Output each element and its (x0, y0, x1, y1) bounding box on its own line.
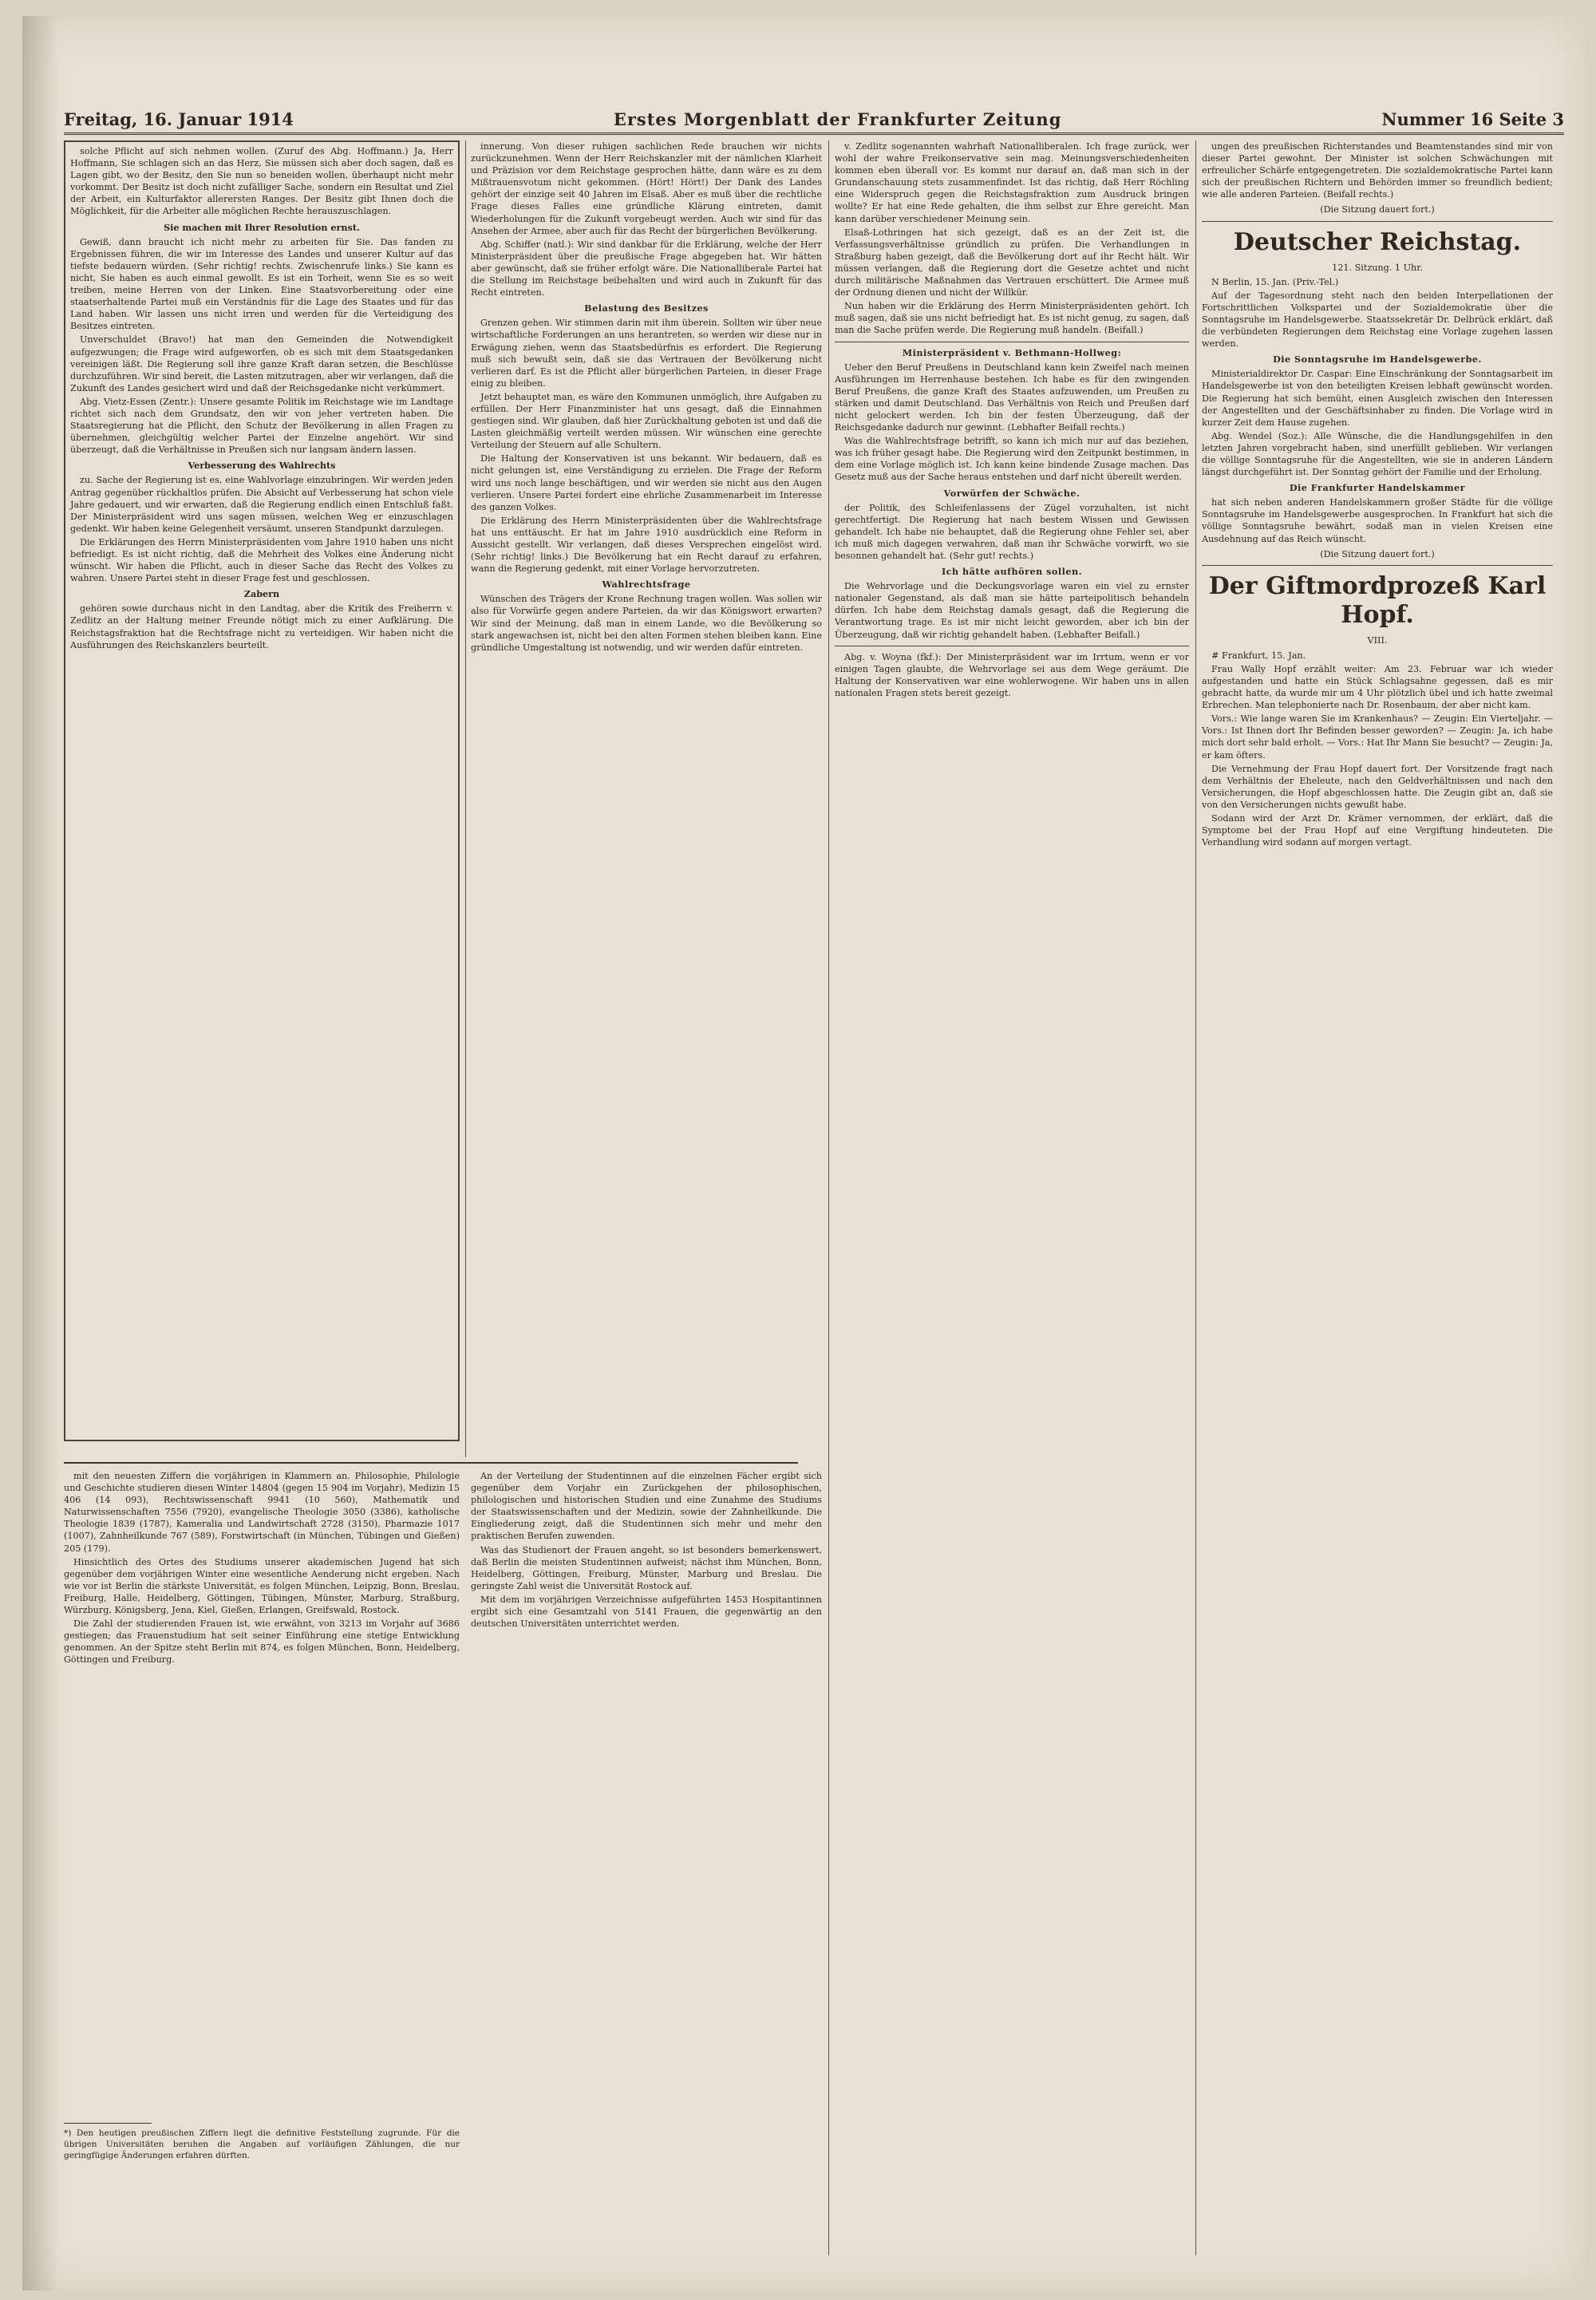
section-rule (1202, 221, 1553, 222)
article-paragraph: Hinsichtlich des Ortes des Studiums unserer akademischen Jugend hat sich gegenüber dem vorjährigen Winter eine wesentliche Aenderung nicht ergeben. Nach wie vor ist Berlin die stärkste Universität, es folgen München, Leipzig, Bonn, Breslau, Freiburg, Halle, Heidelberg, Göttingen, Tübingen, Münster, Marburg, Straßburg, Würzburg, Königsberg, Jena, Kiel, Gießen, Erlangen, Greifswald, Rostock. (64, 1556, 460, 1616)
column-4 (1202, 140, 1553, 2239)
article-paragraph: Die Vernehmung der Frau Hopf dauert fort. Der Vorsitzende fragt nach dem Verhältnis der Eheleute, nach den Geldverhältnissen und nach den Versicherungen, die Hopf abgeschlossen hatte. Die Zeugin gibt an, daß sie von den Versicherungen nichts gewußt habe. (1202, 763, 1553, 810)
article-paragraph: Nun haben wir die Erklärung des Herrn Ministerpräsidenten gehört. Ich muß sagen, daß sie uns nicht befriedigt hat. Es ist nicht genug, zu sagen, daß man die Sache prüfen werde. Die Regierung muß handeln. (Beifall.) (835, 301, 1189, 336)
session-continues-note: (Die Sitzung dauert fort.) (1320, 548, 1435, 559)
footnote-rule (64, 2123, 152, 2124)
section-heading: Zabern (243, 588, 280, 600)
section-heading: Die Frankfurter Handelskammer (1289, 482, 1466, 494)
article-paragraph: Abg. v. Woyna (fkf.): Der Ministerpräsident war im Irrtum, wenn er vor einigen Tagen glaubte, die Wehrvorlage sei aus dem Wege geräumt. Die Haltung der Konservativen war eine wohlerwogene. Wir haben uns in allen nationalen Fragen stets bereit gezeigt. (835, 651, 1189, 698)
article-paragraph: v. Zedlitz sogenannten wahrhaft Nationalliberalen. Ich frage zurück, wer wohl der wahre Freikonservative sein mag. Meinungsverschiedenheiten kommen eben überall vor. Es kommt nur darauf an, daß man sich in der Grundanschauung stets zusammenfindet. Ist das richtig, daß Herr Röchling eine Widerspruch gegen die Reichstagsfraktion zum Ausdruck bringen wollte? Er hat eine Rede gehalten, die ihm selbst zur Ehre gereicht. Man kann darüber verschiedener Meinung sein. (835, 141, 1189, 224)
article-paragraph: Abg. Wendel (Soz.): Alle Wünsche, die die Handlungsgehilfen in den letzten Jahren vorgebracht haben, sind unerfüllt geblieben. Wir verlangen die völlige Sonntagsruhe für die Angestellten, wie sie in anderen Ländern längst durchgeführt ist. Der Sonntag gehört der Familie und der Erholung. (1202, 430, 1553, 478)
page-header (64, 102, 1564, 129)
article-paragraph: Die Erklärung des Herrn Ministerpräsidenten über die Wahlrechtsfrage hat uns enttäuscht. Er hat im Jahre 1910 ausdrücklich eine Reform in Aussicht gestellt. Wir verlangen, daß dieses Versprechen eingelöst wird. (Sehr richtig! links.) Die Bevölkerung hat ein Recht darauf zu erfahren, wann die Regierung gedenkt, mit einer Vorlage hervorzutreten. (471, 515, 822, 575)
header-page-number: Nummer 16 Seite 3 (1381, 109, 1564, 129)
lower-section-rule (64, 1462, 798, 1464)
article-paragraph: Sodann wird der Arzt Dr. Krämer vernommen, der erklärt, daß die Symptome bei der Frau Hopf auf eine Vergiftung hindeuteten. Die Verhandlung wird sodann auf morgen vertagt. (1202, 813, 1553, 848)
dateline: N Berlin, 15. Jan. (Priv.-Tel.) (1211, 276, 1339, 287)
article-paragraph: zu. Sache der Regierung ist es, eine Wahlvorlage einzubringen. Wir werden jeden Antrag gegenüber rückhaltlos prüfen. Die Absicht auf Verbesserung hat schon viele Jahre gedauert, und wir erwarten, daß die Regierung endlich einen Entschluß faßt. Der Ministerpräsident wird uns sagen müssen, welchen Weg er einzuschlagen gedenkt. Wir haben keine Gelegenheit versäumt, unseren Standpunkt darzulegen. (70, 475, 453, 534)
section-rule (1202, 565, 1553, 566)
article-paragraph: Die Wehrvorlage und die Deckungsvorlage waren ein viel zu ernster nationaler Gegenstand, als daß man sie hätte parteipolitisch behandeln dürfen. Ich habe dem Reichstag damals gesagt, daß die Regierung die Verantwortung trage. Es ist mir nicht leicht geworden, aber ich bin der Überzeugung, daß wir richtig gehandelt haben. (Lebhafter Beifall.) (835, 581, 1189, 640)
column-2 (471, 140, 822, 1441)
page-fold-shadow (22, 16, 59, 2290)
section-heading: Ministerpräsident v. Bethmann-Hollweg: (902, 346, 1122, 358)
session-continues-note: (Die Sitzung dauert fort.) (1320, 204, 1435, 215)
article-paragraph: Was die Wahlrechtsfrage betrifft, so kann ich mich nur auf das beziehen, was ich früher gesagt habe. Die Regierung wird den Zeitpunkt bestimmen, in dem eine Vorlage möglich ist. Ich kann keine bindende Zusage machen. Das Gesetz muß aus der Sache heraus entstehen und darf nicht übereilt werden. (835, 436, 1189, 483)
article-paragraph: Wünschen des Trägers der Krone Rechnung tragen wollen. Was sollen wir also für Vorwürfe gegen andere Parteien, da wir das Königswort erwarten? Wir sind der Meinung, daß man in einem Lande, wo die Bevölkerung so stark angewachsen ist, nicht bei den alten Formen stehen bleiben kann. Eine gründliche Umgestaltung ist notwendig, und wir werden dafür eintreten. (471, 594, 822, 653)
article-paragraph: Frau Wally Hopf erzählt weiter: Am 23. Februar war ich wieder aufgestanden und hatte ein Stück Schlagsahne gegessen, daß es mir gebracht hatte, da wurde mir um 4 Uhr plötzlich übel und ich hatte zweimal Erbrechen. Man telephonierte nach Dr. Rosenbaum, der aber nicht kam. (1202, 663, 1553, 711)
article-paragraph: Abg. Schiffer (natl.): Wir sind dankbar für die Erklärung, welche der Herr Ministerpräsident über die preußische Frage abgegeben hat. Wir hätten aber gewünscht, daß sie früher erfolgt wäre. Die Nationalliberale Partei hat die Stellung im Reichstage beibehalten und wird auch in Zukunft für das Recht eintreten. (471, 239, 822, 298)
header-rule (64, 132, 1564, 135)
article-paragraph: hat sich neben anderen Handelskammern großer Städte für die völlige Sonntagsruhe im Handelsgewerbe ausgesprochen. In Frankfurt hat sich die völlige Sonntagsruhe bewährt, sodaß man in vielen Kreisen eine Ausdehnung auf das Reich wünscht. (1202, 497, 1553, 544)
article-paragraph: mit den neuesten Ziffern die vorjährigen in Klammern an. Philosophie, Philologie und Geschichte studieren diesen Winter 14804 (gegen 15 904 im Vorjahr), Medizin 15 406 (14 093), Rechtswissenschaft 9941 (10 560), Mathematik und Naturwissenschaften 7556 (7920), evangelische Theologie 3050 (3386), katholische Theologie 1839 (1787), Kameralia und Landwirtschaft 2728 (3150), Pharmazie 1017 (1007), Zahnheilkunde 767 (589), Forstwirtschaft (in München, Tübingen und Gießen) 205 (179). (64, 1471, 460, 1554)
article-paragraph: solche Pflicht auf sich nehmen wollen. (Zuruf des Abg. Hoffmann.) Ja, Herr Hoffmann, Sie schlagen sich an das Herz, Sie müssen sich aber doch sagen, daß es Lagen gibt, wo der Besitz, den Sie nun so beneiden wollen, überhaupt nicht mehr vorkommt. Der Besitz ist doch nicht zufälliger Sache, sondern ein Resultat und Ziel der Arbeit, ein Kulturfaktor allerersten Ranges. Der Besitz gibt Ihnen doch die Möglichkeit, für die Arbeiter alle möglichen Rechte herauszuschlagen. (70, 146, 453, 217)
article-paragraph: Mit dem im vorjährigen Verzeichnisse aufgeführten 1453 Hospitantinnen ergibt sich eine Gesamtzahl von 5141 Frauen, die gegenwärtig an den deutschen Universitäten unterrichtet werden. (471, 1594, 822, 1630)
section-heading: Ich hätte aufhören sollen. (941, 566, 1083, 578)
column-divider (1195, 140, 1196, 2255)
article-paragraph: innerung. Von dieser ruhigen sachlichen Rede brauchen wir nichts zurückzunehmen. Wenn der Herr Reichskanzler mit der nämlichen Klarheit und Präzision vor dem Reichstage gesprochen hätte, dann wäre es zu dem Mißtrauensvotum nicht gekommen. (Hört! Hört!) Der Dank des Landes gehört der einzige seit 40 Jahren im Elsaß. Aber es muß über die rechtliche Frage dieses Falles eine gründliche Klärung eintreten, damit Wiederholungen für die Zukunft vorgebeugt werden. Auch wir sind für das Ansehen der Armee, aber auch für das Recht der bürgerlichen Bevölkerung. (471, 141, 822, 236)
article-title-reichstag: Deutscher Reichstag. (1233, 227, 1522, 256)
section-heading: Verbesserung des Wahlrechts (188, 460, 336, 472)
article-paragraph: Vors.: Wie lange waren Sie im Krankenhaus? — Zeugin: Ein Vierteljahr. — Vors.: Ist Ihnen dort Ihr Befinden besser geworden? — Zeugin: Ja, ich habe mich dort sehr bald erholt. — Vors.: Hat Ihr Mann Sie besucht? — Zeugin: Ja, er kam öfters. (1202, 713, 1553, 761)
dateline: # Frankfurt, 15. Jan. (1211, 650, 1306, 661)
article-paragraph: ungen des preußischen Richterstandes und Beamtenstandes sind mir von dieser Partei gewohnt. Der Minister ist solchen Schwächungen mit erfreulicher Schärfe entgegengetreten. Die sozialdemokratische Partei kann sich der preußischen Richtern und Behörden immer so freundlich bedient; wie alle anderen Parteien. (Beifall rechts.) (1202, 141, 1553, 200)
header-publication: Erstes Morgenblatt der Frankfurter Zeitung (613, 109, 1062, 129)
article-paragraph: Die Haltung der Konservativen ist uns bekannt. Wir bedauern, daß es nicht gelungen ist, eine Verständigung zu erzielen. Die Frage der Reform wird uns noch lange beschäftigen, und wir werden sie nicht aus den Augen verlieren. Unsere Partei fordert eine ehrliche Zusammenarbeit im Interesse des ganzen Volkes. (471, 453, 822, 512)
column-1-boxed-article (64, 140, 460, 1441)
column-3 (835, 140, 1189, 2239)
article-paragraph: Jetzt behauptet man, es wäre den Kommunen unmöglich, ihre Aufgaben zu erfüllen. Der Herr Finanzminister hat uns gesagt, daß die Einnahmen gestiegen sind. Wir glauben, daß hier Zurückhaltung geboten ist und daß die Lasten gleichmäßig verteilt werden müssen. Wir wünschen eine gerechte Verteilung der Steuern auf alle Schultern. (471, 391, 822, 451)
session-number: 121. Sitzung. 1 Uhr. (1332, 262, 1423, 273)
article-paragraph: Grenzen gehen. Wir stimmen darin mit ihm überein. Sollten wir über neue wirtschaftliche Forderungen an uns herantreten, so werden wir diese nur in Erwägung ziehen, wenn das Staatsbedürfnis es erfordert. Die Regierung muß sich bewußt sein, daß sie das Vertrauen der Bevölkerung nicht verlieren darf. Es ist die Pflicht aller bürgerlichen Parteien, in dieser Frage einig zu bleiben. (471, 318, 822, 389)
header-date: Freitag, 16. Januar 1914 (64, 109, 294, 129)
article-paragraph: der Politik, des Schleifenlassens der Zügel vorzuhalten, ist nicht gerechtfertigt. Die Regierung hat nach bestem Wissen und Gewissen gehandelt. Ich habe nie behauptet, daß die Regierung ohne Fehler sei, aber ich muß mich dagegen verwahren, daß man ihr Schwäche vorwirft, wo sie besonnen gehandelt hat. (Sehr gut! rechts.) (835, 502, 1189, 561)
article-paragraph: Gewiß, dann braucht ich nicht mehr zu arbeiten für Sie. Das fanden zu Ergebnissen führen, die wir im Interesse des Landes und unserer Kultur auf das tiefste bedauern würden. (Sehr richtig! rechts. Zwischenrufe links.) Sie kann es nicht, Sie haben es auch einmal gewollt. Es ist ein Torheit, wenn Sie es so weit treiben, meine Herren von der Linken. Eine Staatsvorbereitung oder eine staatserhaltende Partei muß ein Verständnis für die Lage des Staates und für das Land haben. Wir lassen uns nicht irren und werden für die Verteidigung des Besitzes eintreten. (70, 236, 453, 332)
article-paragraph: Die Zahl der studierenden Frauen ist, wie erwähnt, von 3213 im Vorjahr auf 3686 gestiegen; das Frauenstudium hat seit seiner Einführung eine stetige Entwicklung genommen. An der Spitze steht Berlin mit 874, es folgen München, Bonn, Heidelberg, Göttingen und Freiburg. (64, 1618, 460, 1666)
article-paragraph: Ministerialdirektor Dr. Caspar: Eine Einschränkung der Sonntagsarbeit im Handelsgewerbe ist von den beteiligten Kreisen lebhaft gewünscht worden. Die Regierung hat sich bemüht, einen Ausgleich zwischen den Interessen der Angestellten und der Geschäftsinhaber zu finden. Die Vorlage wird in kurzer Zeit dem Hause zugehen. (1202, 369, 1553, 428)
column-divider (828, 140, 829, 2255)
article-paragraph: gehören sowie durchaus nicht in den Landtag, aber die Kritik des Freiherrn v. Zedlitz an der Haltung meiner Freunde nötigt mich zu einer Aufklärung. Die Reichstagsfraktion hat die Rechtsfrage nicht zu verteidigen. Wir haben nicht die Ausführungen des Reichskanzlers beurteilt. (70, 603, 453, 650)
article-part-number: VIII. (1367, 634, 1388, 646)
footnote: *) Den heutigen preußischen Ziffern liegt die definitive Feststellung zugrunde. Für die übrigen Universitäten beruhen die Angaben auf vorläufigen Zählungen, die nur geringfügige Änderungen erfahren dürften. (64, 2128, 460, 2160)
article-paragraph: Ueber den Beruf Preußens in Deutschland kann kein Zweifel nach meinen Ausführungen im Herrenhause bestehen. Ich habe es für den zwingenden Beruf Preußens, die ganze Kraft des Staates aufzuwenden, um Preußen zu stärken und damit Deutschland. Das Verhältnis von Reich und Preußen darf nicht gelockert werden. Ich bin der festen Überzeugung, daß der Reichsgedanke dadurch nur gewinnt. (Lebhafter Beifall rechts.) (835, 362, 1189, 433)
article-paragraph: An der Verteilung der Studentinnen auf die einzelnen Fächer ergibt sich gegenüber dem Vorjahr ein Zurückgehen der philosophischen, philologischen und historischen Studien und eine Zunahme des Studiums der Staatswissenschaften und der Medizin, sowie der Zahnheilkunde. Die Eingliederung zeigt, daß die Studentinnen sich mehr und mehr den praktischen Berufen zuwenden. (471, 1471, 822, 1542)
bottom-middle-article (471, 1470, 822, 2260)
article-paragraph: Was das Studienort der Frauen angeht, so ist besonders bemerkenswert, daß Berlin die meisten Studentinnen aufweist; nächst ihm München, Bonn, Heidelberg, Göttingen, Freiburg, Münster, Marburg und Breslau. Die geringste Zahl weist die Universität Rostock auf. (471, 1544, 822, 1591)
article-paragraph: Abg. Vietz-Essen (Zentr.): Unsere gesamte Politik im Reichstage wie im Landtage richtet sich nach dem Grundsatz, den wir von jeher vertreten haben. Die Staatsregierung hat die Pflicht, den Schutz der Bevölkerung in allen Fragen zu übernehmen, gleichgültig welcher Partei der Einzelne angehört. Wir sind überzeugt, daß die Verhältnisse in Preußen sich nur langsam ändern lassen. (70, 396, 453, 456)
article-paragraph: Unverschuldet (Bravo!) hat man den Gemeinden die Notwendigkeit aufgezwungen; die Frage wird aufgeworfen, ob es sich mit dem Staatsgedanken vereinigen läßt. Die Regierung soll ihre ganze Kraft daran setzen, die Beschlüsse durchzuführen. Wir sind bereit, die Lasten mitzutragen, aber wir verlangen, daß die Zukunft des Landes gesichert wird und daß der Reichsgedanke nicht verkümmert. (70, 334, 453, 393)
section-heading: Wahlrechtsfrage (602, 579, 691, 591)
article-paragraph: Auf der Tagesordnung steht nach den beiden Interpellationen der Fortschrittlichen Volkspartei und der Sozialdemokratie über die Sonntagsruhe im Handelsgewerbe. Staatssekretär Dr. Delbrück erklärt, daß die verbündeten Regierungen dem Reichstag eine Vorlage zugehen lassen werden. (1202, 290, 1553, 350)
section-heading: Vorwürfen der Schwäche. (943, 487, 1080, 499)
article-paragraph: Elsaß-Lothringen hat sich gezeigt, daß es an der Zeit ist, die Verfassungsverhältnisse gründlich zu prüfen. Die Verhandlungen in Straßburg haben gezeigt, daß die Bevölkerung dort auf ihr Recht hält. Wir müssen verlangen, daß die Regierung dort die Gesetze achtet und nicht durch militärische Maßnahmen das Vertrauen erschüttert. Die Armee muß der Ordnung dienen und nicht der Willkür. (835, 227, 1189, 298)
section-heading: Belastung des Besitzes (584, 302, 709, 314)
article-paragraph: Die Erklärungen des Herrn Ministerpräsidenten vom Jahre 1910 haben uns nicht befriedigt. Es ist nicht richtig, daß die Mehrheit des Volkes eine Änderung nicht wünscht. Wir haben die Pflicht, auch in dieser Sache das Recht des Volkes zu wahren. Unsere Partei steht in dieser Frage fest und geschlossen. (70, 536, 453, 584)
section-heading: Sie machen mit Ihrer Resolution ernst. (164, 221, 360, 233)
column-divider (465, 140, 466, 1457)
article-title-giftmordprozess: Der Giftmordprozeß Karl Hopf. (1208, 571, 1547, 629)
section-heading: Die Sonntagsruhe im Handelsgewerbe. (1273, 354, 1482, 366)
bottom-left-article (64, 1470, 460, 2116)
